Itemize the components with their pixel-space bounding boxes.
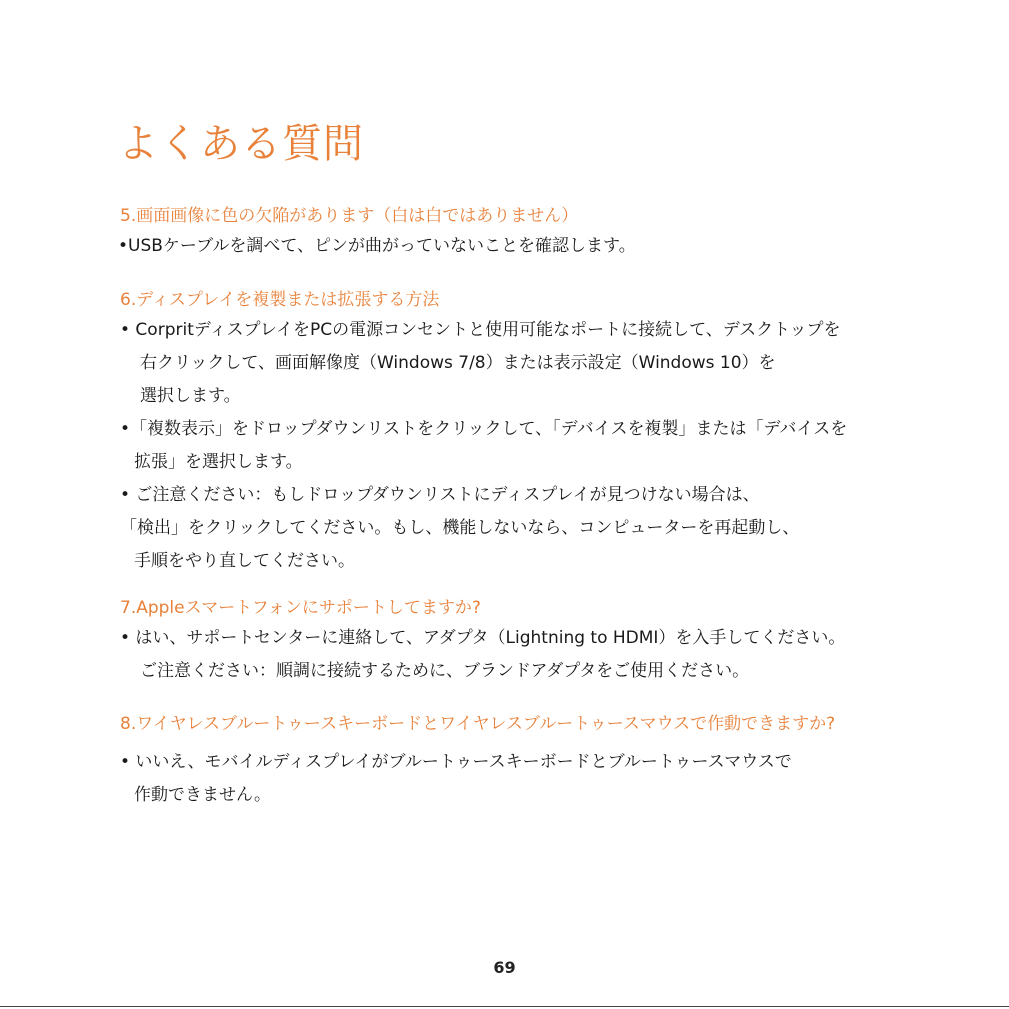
page-number: 69 <box>493 958 516 977</box>
faq-answer-line: • はい、サポートセンターに連絡して、アダプタ（Lightning to HDMI）を入手してください。 <box>120 628 846 648</box>
faq-answer-line: •USBケーブルを調べて、ピンが曲がっていないことを確認します。 <box>118 236 636 256</box>
faq-answer-line: •「複数表示」をドロップダウンリストをクリックして、「デバイスを複製」または「デバイスを <box>120 419 848 439</box>
faq-answer-line: • ご注意ください：もしドロップダウンリストにディスプレイが見つけない場合は、 <box>120 485 760 505</box>
faq-question: 8.ワイヤレスブルートゥースキーボードとワイヤレスブルートゥースマウスで作動できますか? <box>120 714 836 734</box>
faq-answer-line: 作動できません。 <box>134 785 272 805</box>
faq-answer-line: 手順をやり直してください。 <box>134 551 355 571</box>
faq-section-5 <box>120 202 920 263</box>
bottom-divider <box>0 1006 1009 1007</box>
faq-answer-line: 選択します。 <box>140 386 241 406</box>
faq-answer-line: • CorpritディスプレイをPCの電源コンセントと使用可能なポートに接続して、デスクトップを <box>120 320 841 340</box>
faq-answer-line: 右クリックして、画面解像度（Windows 7/8）または表示設定（Windows 10）を <box>140 353 776 373</box>
faq-question: 6.ディスプレイを複製または拡張する方法 <box>120 290 440 310</box>
faq-question: 7.Appleスマートフォンにサポートしてますか? <box>120 598 481 618</box>
faq-answer-line: ご注意ください：順調に接続するために、ブランドアダプタをご使用ください。 <box>140 661 750 681</box>
faq-answer-line: 拡張」を選択します。 <box>134 452 303 472</box>
faq-answer-line: 「検出」をクリックしてください。もし、機能しないなら、コンピューターを再起動し、 <box>120 518 800 538</box>
page-title: よくある質問 <box>118 121 364 167</box>
faq-section-7 <box>120 594 920 688</box>
faq-section-6 <box>120 286 920 578</box>
faq-question: 5.画面画像に色の欠陥があります（白は白ではありません） <box>120 206 579 226</box>
faq-answer-line: • いいえ、モバイルディスプレイがブルートゥースキーボードとブルートゥースマウスで <box>120 752 792 772</box>
faq-section-8 <box>120 710 920 812</box>
